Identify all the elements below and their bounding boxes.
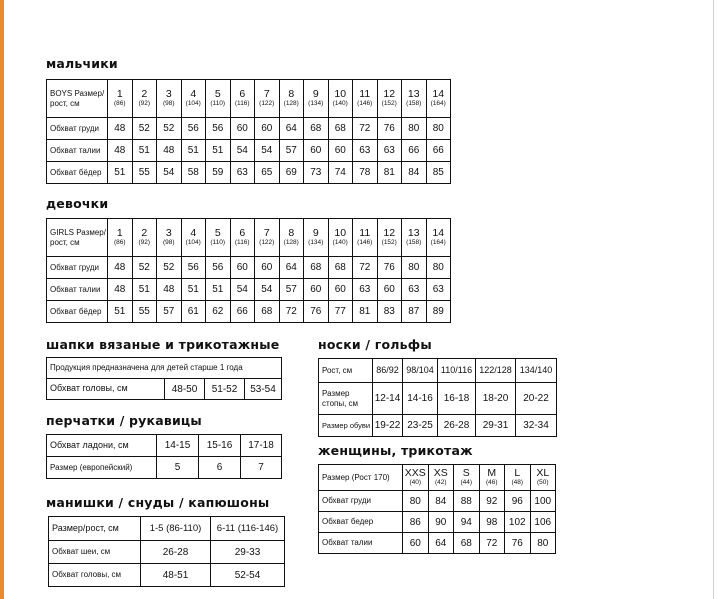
- size-height: (140): [332, 239, 348, 246]
- cell-value: 54: [255, 279, 280, 301]
- cell-value: 48: [108, 118, 133, 140]
- size-height: (86): [113, 100, 126, 107]
- cell-value: 26-28: [438, 415, 476, 437]
- cell-value: 80: [402, 118, 427, 140]
- boys-header-row: [47, 80, 451, 118]
- size-number: 11: [359, 88, 371, 100]
- cell-value: 5: [157, 457, 199, 479]
- size-number: 13: [407, 227, 420, 239]
- cell-value: 48: [108, 279, 133, 301]
- cell-value: 61: [181, 301, 206, 323]
- cell-value: 7: [241, 457, 282, 479]
- cell-value: 51: [108, 301, 133, 323]
- cell-value: 57: [279, 140, 304, 162]
- column-header: 1-5 (86-110): [141, 517, 211, 541]
- cell-value: 60: [255, 257, 280, 279]
- table-row: [319, 359, 557, 383]
- cell-value: 51: [181, 279, 206, 301]
- column-header: [353, 80, 378, 118]
- size-height: (122): [259, 100, 275, 107]
- column-header: [279, 80, 304, 118]
- column-header: [377, 219, 402, 257]
- size-number: 14: [432, 88, 445, 100]
- girls-header-row: [47, 219, 451, 257]
- table-row: [319, 533, 556, 554]
- column-header: [132, 219, 157, 257]
- size-number: XXS: [404, 467, 426, 479]
- row-label: Обхват талии: [47, 140, 108, 162]
- cell-value: 80: [402, 257, 427, 279]
- column-header: [426, 80, 451, 118]
- row-label: Размер стопы, см: [319, 383, 373, 415]
- size-number: 9: [312, 227, 319, 239]
- cell-value: 80: [403, 491, 429, 512]
- cell-value: 55: [132, 301, 157, 323]
- row-label: Обхват талии: [47, 279, 108, 301]
- column-header: 134/140: [516, 359, 557, 383]
- size-height: (140): [332, 100, 348, 107]
- row-label: Обхват талии: [319, 533, 403, 554]
- cell-value: 62: [206, 301, 231, 323]
- cell-value: 29-31: [476, 415, 516, 437]
- cell-value: 81: [353, 301, 378, 323]
- size-number: 2: [141, 88, 148, 100]
- table-row: [47, 257, 451, 279]
- cell-value: 83: [377, 301, 402, 323]
- size-height: (86): [113, 239, 126, 246]
- row-label: Обхват груди: [47, 118, 108, 140]
- column-header: [505, 465, 531, 491]
- cell-value: 88: [454, 491, 480, 512]
- socks-heading: носки / гольфы: [318, 337, 432, 352]
- orange-edge-bar: [0, 0, 4, 599]
- column-header: 86/92: [373, 359, 403, 383]
- boys-heading: мальчики: [46, 56, 118, 71]
- cell-value: 100: [530, 491, 556, 512]
- women-header-label: Размер (Рост 170): [319, 465, 403, 491]
- cell-value: 51: [206, 279, 231, 301]
- cell-value: 55: [132, 162, 157, 184]
- cell-value: 53-54: [245, 379, 282, 400]
- size-number: L: [514, 467, 521, 479]
- cell-value: 76: [304, 301, 329, 323]
- cell-value: 68: [328, 257, 353, 279]
- column-header: 122/128: [476, 359, 516, 383]
- cell-value: 54: [255, 140, 280, 162]
- size-height: (128): [283, 239, 299, 246]
- column-header: [108, 80, 133, 118]
- column-header: [530, 465, 556, 491]
- table-row: [319, 415, 557, 437]
- cell-value: 60: [304, 279, 329, 301]
- table-row: [319, 512, 556, 533]
- cell-value: 66: [402, 140, 427, 162]
- girls-size-table: [46, 218, 451, 323]
- cell-value: 72: [353, 257, 378, 279]
- cell-value: 78: [353, 162, 378, 184]
- cell-value: 60: [230, 257, 255, 279]
- size-height: (104): [185, 239, 201, 246]
- cell-value: 63: [353, 140, 378, 162]
- cell-value: 90: [428, 512, 454, 533]
- cell-value: 48-51: [141, 564, 211, 587]
- table-row: [47, 457, 282, 479]
- column-header: [255, 219, 280, 257]
- column-header: 98/104: [403, 359, 438, 383]
- size-height: (158): [406, 100, 422, 107]
- column-header: [402, 219, 427, 257]
- cell-value: 57: [279, 279, 304, 301]
- table-row: [47, 162, 451, 184]
- cell-value: 51: [108, 162, 133, 184]
- cell-value: 81: [377, 162, 402, 184]
- cell-value: 56: [181, 257, 206, 279]
- size-height: (116): [234, 100, 250, 107]
- cell-value: 58: [181, 162, 206, 184]
- cell-value: 74: [328, 162, 353, 184]
- cell-value: 84: [402, 162, 427, 184]
- table-row: [319, 491, 556, 512]
- cell-value: 56: [206, 118, 231, 140]
- page-edge-line: [713, 0, 714, 599]
- cell-value: 52-54: [211, 564, 285, 587]
- cell-value: 85: [426, 162, 451, 184]
- cell-value: 60: [328, 140, 353, 162]
- column-header: [279, 219, 304, 257]
- size-number: 5: [214, 88, 221, 100]
- cell-value: 94: [454, 512, 480, 533]
- cell-value: 68: [304, 257, 329, 279]
- size-number: 3: [165, 88, 172, 100]
- size-height: (40): [409, 479, 422, 486]
- column-header: 110/116: [438, 359, 476, 383]
- table-row: [47, 279, 451, 301]
- hats-heading: шапки вязаные и трикотажные: [46, 337, 280, 352]
- cell-value: 51: [181, 140, 206, 162]
- table-row: [47, 435, 282, 457]
- column-header: [426, 219, 451, 257]
- cell-value: 77: [328, 301, 353, 323]
- cell-value: 26-28: [141, 541, 211, 564]
- cell-value: 51: [132, 140, 157, 162]
- cell-value: 48-50: [165, 379, 205, 400]
- column-header: 6-11 (116-146): [211, 517, 285, 541]
- size-number: 3: [165, 227, 172, 239]
- row-label: Обхват груди: [47, 257, 108, 279]
- cell-value: 14-15: [157, 435, 199, 457]
- column-header: [304, 219, 329, 257]
- cell-value: 92: [479, 491, 505, 512]
- cell-value: 72: [353, 118, 378, 140]
- cell-value: 29-33: [211, 541, 285, 564]
- column-header: [304, 80, 329, 118]
- cell-value: 18-20: [476, 383, 516, 415]
- row-label: Размер/рост, см: [49, 517, 141, 541]
- size-number: 1: [116, 227, 123, 239]
- cell-value: 80: [426, 257, 451, 279]
- cell-value: 60: [304, 140, 329, 162]
- cell-value: 65: [255, 162, 280, 184]
- size-height: (146): [357, 100, 373, 107]
- cell-value: 84: [428, 491, 454, 512]
- cell-value: 80: [426, 118, 451, 140]
- women-size-table: [318, 464, 556, 554]
- size-height: (44): [460, 479, 473, 486]
- cell-value: 76: [505, 533, 531, 554]
- cell-value: 64: [279, 118, 304, 140]
- cell-value: 12-14: [373, 383, 403, 415]
- size-height: (164): [430, 239, 446, 246]
- size-height: (146): [357, 239, 373, 246]
- cell-value: 68: [454, 533, 480, 554]
- cell-value: 14-16: [403, 383, 438, 415]
- cell-value: 63: [230, 162, 255, 184]
- cell-value: 96: [505, 491, 531, 512]
- cell-value: 16-18: [438, 383, 476, 415]
- gloves-heading: перчатки / рукавицы: [46, 413, 202, 428]
- snoods-size-table: [48, 516, 285, 587]
- column-header: [181, 219, 206, 257]
- column-header: [402, 80, 427, 118]
- cell-value: 60: [255, 118, 280, 140]
- row-label: Обхват бедер: [319, 512, 403, 533]
- cell-value: 51: [132, 279, 157, 301]
- column-header: [353, 219, 378, 257]
- size-height: (110): [210, 100, 226, 107]
- row-label: Обхват ладони, см: [47, 435, 157, 457]
- column-header: [230, 219, 255, 257]
- hats-note: Продукция предназначена для детей старше 1 года: [47, 358, 282, 379]
- table-row: [319, 383, 557, 415]
- column-header: [206, 80, 231, 118]
- socks-size-table: [318, 358, 557, 437]
- table-row: [47, 301, 451, 323]
- size-number: 12: [383, 88, 396, 100]
- cell-value: 63: [353, 279, 378, 301]
- cell-value: 64: [279, 257, 304, 279]
- cell-value: 48: [108, 257, 133, 279]
- size-height: (110): [210, 239, 226, 246]
- size-number: 5: [214, 227, 221, 239]
- cell-value: 32-34: [516, 415, 557, 437]
- cell-value: 76: [377, 257, 402, 279]
- size-number: 7: [263, 88, 270, 100]
- size-number: 2: [141, 227, 148, 239]
- column-header: [157, 219, 182, 257]
- cell-value: 52: [157, 257, 182, 279]
- cell-value: 68: [304, 118, 329, 140]
- size-number: 10: [334, 88, 347, 100]
- cell-value: 68: [255, 301, 280, 323]
- cell-value: 57: [157, 301, 182, 323]
- size-height: (92): [138, 239, 151, 246]
- women-header-row: [319, 465, 556, 491]
- size-height: (98): [162, 100, 175, 107]
- column-header: [132, 80, 157, 118]
- size-height: (164): [430, 100, 446, 107]
- column-header: [479, 465, 505, 491]
- cell-value: 52: [132, 257, 157, 279]
- table-row: [47, 379, 282, 400]
- cell-value: 51: [206, 140, 231, 162]
- cell-value: 56: [181, 118, 206, 140]
- cell-value: 60: [377, 279, 402, 301]
- size-number: 13: [407, 88, 420, 100]
- size-number: 4: [190, 88, 197, 100]
- cell-value: 102: [505, 512, 531, 533]
- size-number: M: [487, 467, 497, 479]
- size-number: 12: [383, 227, 396, 239]
- cell-value: 20-22: [516, 383, 557, 415]
- girls-header-label: GIRLS Размер/ рост, см: [47, 219, 108, 257]
- column-header: [428, 465, 454, 491]
- size-height: (134): [308, 239, 324, 246]
- size-number: XS: [433, 467, 448, 479]
- size-number: 11: [359, 227, 371, 239]
- row-label: Рост, см: [319, 359, 373, 383]
- row-label: Обхват головы, см: [47, 379, 165, 400]
- row-label: Обхват головы, см: [49, 564, 141, 587]
- cell-value: 54: [230, 279, 255, 301]
- cell-value: 19-22: [373, 415, 403, 437]
- cell-value: 66: [230, 301, 255, 323]
- size-number: XL: [536, 467, 550, 479]
- cell-value: 60: [230, 118, 255, 140]
- cell-value: 59: [206, 162, 231, 184]
- column-header: [157, 80, 182, 118]
- column-header: [255, 80, 280, 118]
- cell-value: 86: [403, 512, 429, 533]
- cell-value: 48: [157, 140, 182, 162]
- table-row: [47, 118, 451, 140]
- cell-value: 52: [157, 118, 182, 140]
- snoods-heading: манишки / снуды / капюшоны: [46, 495, 270, 510]
- cell-value: 72: [479, 533, 505, 554]
- size-number: 9: [312, 88, 319, 100]
- column-header: [230, 80, 255, 118]
- cell-value: 17-18: [241, 435, 282, 457]
- size-number: S: [462, 467, 470, 479]
- cell-value: 106: [530, 512, 556, 533]
- cell-value: 63: [402, 279, 427, 301]
- table-row: [49, 517, 285, 541]
- table-row: [47, 140, 451, 162]
- cell-value: 72: [279, 301, 304, 323]
- cell-value: 60: [328, 279, 353, 301]
- size-number: 7: [263, 227, 270, 239]
- cell-value: 63: [377, 140, 402, 162]
- cell-value: 60: [403, 533, 429, 554]
- cell-value: 73: [304, 162, 329, 184]
- size-number: 6: [239, 227, 246, 239]
- gloves-size-table: [46, 434, 282, 479]
- size-height: (42): [434, 479, 447, 486]
- size-height: (158): [406, 239, 422, 246]
- size-height: (92): [138, 100, 151, 107]
- cell-value: 23-25: [403, 415, 438, 437]
- size-height: (152): [381, 239, 397, 246]
- boys-size-table: [46, 79, 451, 184]
- cell-value: 80: [530, 533, 556, 554]
- size-height: (116): [234, 239, 250, 246]
- size-number: 8: [288, 88, 295, 100]
- size-number: 14: [432, 227, 445, 239]
- size-height: (134): [308, 100, 324, 107]
- column-header: [328, 80, 353, 118]
- size-number: 4: [190, 227, 197, 239]
- cell-value: 98: [479, 512, 505, 533]
- cell-value: 15-16: [199, 435, 241, 457]
- size-number: 8: [288, 227, 295, 239]
- cell-value: 54: [157, 162, 182, 184]
- row-label: Обхват груди: [319, 491, 403, 512]
- column-header: [181, 80, 206, 118]
- size-height: (152): [381, 100, 397, 107]
- cell-value: 52: [132, 118, 157, 140]
- size-height: (128): [283, 100, 299, 107]
- size-height: (104): [185, 100, 201, 107]
- size-height: (48): [511, 479, 524, 486]
- cell-value: 66: [426, 140, 451, 162]
- size-number: 6: [239, 88, 246, 100]
- column-header: [377, 80, 402, 118]
- cell-value: 63: [426, 279, 451, 301]
- size-height: (98): [162, 239, 175, 246]
- size-number: 1: [116, 88, 123, 100]
- table-row: [49, 564, 285, 587]
- cell-value: 68: [328, 118, 353, 140]
- cell-value: 64: [428, 533, 454, 554]
- cell-value: 51-52: [205, 379, 245, 400]
- hats-size-table: [46, 357, 282, 400]
- column-header: [403, 465, 429, 491]
- cell-value: 56: [206, 257, 231, 279]
- girls-heading: девочки: [46, 196, 109, 211]
- size-height: (50): [536, 479, 549, 486]
- row-label: Обхват шеи, см: [49, 541, 141, 564]
- column-header: [108, 219, 133, 257]
- row-label: Обхват бёдер: [47, 162, 108, 184]
- table-row: [49, 541, 285, 564]
- cell-value: 89: [426, 301, 451, 323]
- cell-value: 69: [279, 162, 304, 184]
- row-label: Обхват бёдер: [47, 301, 108, 323]
- column-header: [206, 219, 231, 257]
- women-heading: женщины, трикотаж: [318, 443, 473, 458]
- cell-value: 54: [230, 140, 255, 162]
- cell-value: 48: [157, 279, 182, 301]
- size-height: (122): [259, 239, 275, 246]
- cell-value: 76: [377, 118, 402, 140]
- cell-value: 48: [108, 140, 133, 162]
- cell-value: 87: [402, 301, 427, 323]
- cell-value: 6: [199, 457, 241, 479]
- boys-header-label: BOYS Размер/ рост, см: [47, 80, 108, 118]
- row-label: Размер обуви: [319, 415, 373, 437]
- column-header: [454, 465, 480, 491]
- row-label: Размер (европейский): [47, 457, 157, 479]
- size-height: (46): [485, 479, 498, 486]
- size-number: 10: [334, 227, 347, 239]
- column-header: [328, 219, 353, 257]
